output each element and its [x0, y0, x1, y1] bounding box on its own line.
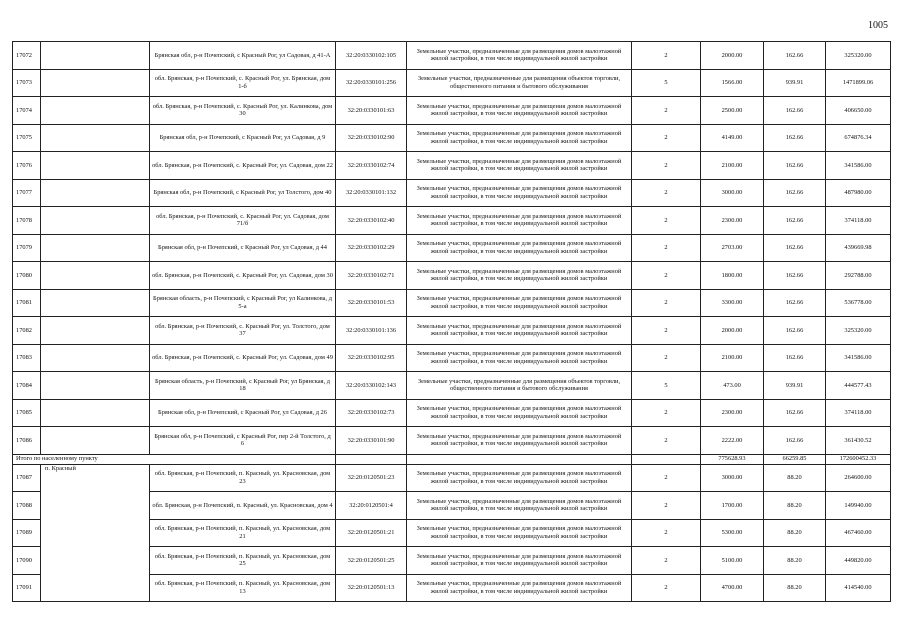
group-cell: 2: [632, 492, 701, 520]
cadastral-value-cell: 374118.00: [826, 399, 891, 427]
cadastral-value-cell: 325320.00: [826, 42, 891, 70]
cadastral-number-cell: 32:20:0120501:21: [336, 519, 407, 547]
address-cell: обл. Брянская, р-н Почепский, с. Красный Рог, ул. Толстого, дом 37: [150, 317, 336, 345]
area-cell: 1700.00: [701, 492, 764, 520]
specific-value-cell: 162.66: [764, 262, 826, 290]
cadastral-value-cell: 444577.43: [826, 372, 891, 400]
land-use-cell: Земельные участки, предназначенные для размещения домов малоэтажной жилой застройки, в том числе индивидуальной жилой застройки: [407, 124, 632, 152]
row-number-cell: 17075: [13, 124, 41, 152]
blank-cell: [41, 207, 150, 235]
area-cell: 4700.00: [701, 574, 764, 602]
cadastral-number-cell: 32:20:0330102:105: [336, 42, 407, 70]
group-cell: 2: [632, 344, 701, 372]
address-cell: обл. Брянская, р-н Почепский, п. Красный, ул. Красновская, дом 23: [150, 464, 336, 492]
group-cell: 5: [632, 372, 701, 400]
address-cell: Брянская обл, р-н Почепский, с Красный Рог, пер 2-й Толстого, д 6: [150, 427, 336, 455]
blank-cell: [41, 427, 150, 455]
row-number-cell: 17072: [13, 42, 41, 70]
total-area: 775628.93: [701, 454, 764, 464]
address-cell: Брянская область, р-н Почепский, с Красный Рог, ул Калинкова, д 5-а: [150, 289, 336, 317]
cadastral-number-cell: 32:20:0330101:132: [336, 179, 407, 207]
cadastral-number-cell: 32:20:0330102:73: [336, 399, 407, 427]
specific-value-cell: 88.20: [764, 464, 826, 492]
land-use-cell: Земельные участки, предназначенные для размещения объектов торговли, общественного питания и бытового обслуживания: [407, 69, 632, 97]
cadastral-value-cell: 325320.00: [826, 317, 891, 345]
blank-cell: [41, 97, 150, 125]
land-use-cell: Земельные участки, предназначенные для размещения домов малоэтажной жилой застройки, в том числе индивидуальной жилой застройки: [407, 207, 632, 235]
land-use-cell: Земельные участки, предназначенные для размещения домов малоэтажной жилой застройки, в том числе индивидуальной жилой застройки: [407, 492, 632, 520]
cadastral-number-cell: 32:20:0330102:29: [336, 234, 407, 262]
table-row: [13, 317, 891, 345]
table-row: [13, 464, 891, 492]
cadastral-number-cell: 32:20:0330102:74: [336, 152, 407, 180]
blank-cell: [41, 234, 150, 262]
group-cell: 2: [632, 152, 701, 180]
group-cell: 2: [632, 42, 701, 70]
address-cell: Брянская область, р-н Почепский, с Красный Рог, ул Брянская, д 18: [150, 372, 336, 400]
cadastral-number-cell: 32:20:0330102:90: [336, 124, 407, 152]
table-row: [13, 262, 891, 290]
land-use-cell: Земельные участки, предназначенные для размещения домов малоэтажной жилой застройки, в том числе индивидуальной жилой застройки: [407, 262, 632, 290]
group-cell: 2: [632, 289, 701, 317]
locality-name: п. Красный: [41, 464, 150, 602]
land-use-cell: Земельные участки, предназначенные для размещения домов малоэтажной жилой застройки, в том числе индивидуальной жилой застройки: [407, 289, 632, 317]
specific-value-cell: 162.66: [764, 289, 826, 317]
address-cell: Брянская обл, р-н Почепский, с Красный Рог, ул Садовая, д 9: [150, 124, 336, 152]
address-cell: обл. Брянская, р-н Почепский, с. Красный Рог, ул. Садовая, дом 71/б: [150, 207, 336, 235]
blank-cell: [41, 344, 150, 372]
group-cell: 2: [632, 399, 701, 427]
row-number-cell: 17080: [13, 262, 41, 290]
row-number-cell: 17074: [13, 97, 41, 125]
table-row: [13, 69, 891, 97]
group-cell: 2: [632, 207, 701, 235]
area-cell: 1800.00: [701, 262, 764, 290]
land-use-cell: Земельные участки, предназначенные для размещения домов малоэтажной жилой застройки, в том числе индивидуальной жилой застройки: [407, 547, 632, 575]
cadastral-number-cell: 32:20:0120501:25: [336, 547, 407, 575]
land-use-cell: Земельные участки, предназначенные для размещения домов малоэтажной жилой застройки, в том числе индивидуальной жилой застройки: [407, 42, 632, 70]
row-number-cell: 17078: [13, 207, 41, 235]
specific-value-cell: 88.20: [764, 519, 826, 547]
blank-cell: [41, 179, 150, 207]
address-cell: обл. Брянская, р-н Почепский, п. Красный, ул. Красновская, дом 4: [150, 492, 336, 520]
cadastral-number-cell: 32:20:0330101:53: [336, 289, 407, 317]
row-number-cell: 17076: [13, 152, 41, 180]
cadastral-number-cell: 32:20:0330102:95: [336, 344, 407, 372]
specific-value-cell: 88.20: [764, 574, 826, 602]
cadastral-number-cell: 32:20:0120501:23: [336, 464, 407, 492]
area-cell: 1566.00: [701, 69, 764, 97]
group-cell: 2: [632, 547, 701, 575]
address-cell: Брянская обл, р-н Почепский, с Красный Рог, ул Толстого, дом 40: [150, 179, 336, 207]
address-cell: обл. Брянская, р-н Почепский, с. Красный Рог, ул. Брянская, дом 1-б: [150, 69, 336, 97]
blank-cell: [41, 262, 150, 290]
row-number-cell: 17081: [13, 289, 41, 317]
row-number-cell: 17077: [13, 179, 41, 207]
area-cell: 2300.00: [701, 207, 764, 235]
table-row: [13, 427, 891, 455]
table-row: [13, 42, 891, 70]
address-cell: обл. Брянская, р-н Почепский, с. Красный Рог, ул. Садовая, дом 30: [150, 262, 336, 290]
area-cell: 3000.00: [701, 464, 764, 492]
land-use-cell: Земельные участки, предназначенные для размещения объектов торговли, общественного питания и бытового обслуживания: [407, 372, 632, 400]
group-cell: 2: [632, 262, 701, 290]
land-use-cell: Земельные участки, предназначенные для размещения домов малоэтажной жилой застройки, в том числе индивидуальной жилой застройки: [407, 179, 632, 207]
area-cell: 2300.00: [701, 399, 764, 427]
blank-cell: [336, 454, 407, 464]
cadastral-number-cell: 32:20:0120501:13: [336, 574, 407, 602]
group-cell: 2: [632, 124, 701, 152]
total-cadastral-value: 172600452.33: [826, 454, 891, 464]
cadastral-number-cell: 32:20:0330102:40: [336, 207, 407, 235]
land-use-cell: Земельные участки, предназначенные для размещения домов малоэтажной жилой застройки, в том числе индивидуальной жилой застройки: [407, 234, 632, 262]
land-use-cell: Земельные участки, предназначенные для размещения домов малоэтажной жилой застройки, в том числе индивидуальной жилой застройки: [407, 152, 632, 180]
table-row: [13, 234, 891, 262]
group-cell: 5: [632, 69, 701, 97]
cadastral-value-cell: 536778.00: [826, 289, 891, 317]
cadastral-value-cell: 264600.00: [826, 464, 891, 492]
blank-cell: [41, 317, 150, 345]
area-cell: 2100.00: [701, 152, 764, 180]
group-cell: 2: [632, 519, 701, 547]
table-row: [13, 289, 891, 317]
specific-value-cell: 88.20: [764, 547, 826, 575]
group-cell: 2: [632, 464, 701, 492]
table-row: [13, 344, 891, 372]
cadastral-value-cell: 361430.52: [826, 427, 891, 455]
cadastral-value-cell: 467460.00: [826, 519, 891, 547]
area-cell: 2500.00: [701, 97, 764, 125]
cadastral-number-cell: 32:20:0330102:143: [336, 372, 407, 400]
area-cell: 5100.00: [701, 547, 764, 575]
area-cell: 2000.00: [701, 42, 764, 70]
address-cell: обл. Брянская, р-н Почепский, с. Красный Рог, ул. Калинкова, дом 30: [150, 97, 336, 125]
table-row: [13, 97, 891, 125]
row-number-cell: 17090: [13, 547, 41, 575]
specific-value-cell: 162.66: [764, 124, 826, 152]
total-label: Итого по населенному пункту: [13, 454, 336, 464]
land-use-cell: Земельные участки, предназначенные для размещения домов малоэтажной жилой застройки, в том числе индивидуальной жилой застройки: [407, 317, 632, 345]
blank-cell: [41, 152, 150, 180]
cadastral-value-cell: 1471899.06: [826, 69, 891, 97]
table-row: [13, 372, 891, 400]
specific-value-cell: 162.66: [764, 207, 826, 235]
land-use-cell: Земельные участки, предназначенные для размещения домов малоэтажной жилой застройки, в том числе индивидуальной жилой застройки: [407, 399, 632, 427]
specific-value-cell: 939.91: [764, 69, 826, 97]
blank-cell: [41, 399, 150, 427]
land-use-cell: Земельные участки, предназначенные для размещения домов малоэтажной жилой застройки, в том числе индивидуальной жилой застройки: [407, 97, 632, 125]
group-cell: 2: [632, 234, 701, 262]
cadastral-number-cell: 32:20:0330101:136: [336, 317, 407, 345]
cadastral-value-cell: 374118.00: [826, 207, 891, 235]
group-cell: 2: [632, 317, 701, 345]
land-use-cell: Земельные участки, предназначенные для размещения домов малоэтажной жилой застройки, в том числе индивидуальной жилой застройки: [407, 574, 632, 602]
cadastral-value-cell: 406650.00: [826, 97, 891, 125]
cadastral-number-cell: 32:20:0330102:71: [336, 262, 407, 290]
table-row: [13, 124, 891, 152]
cadastral-number-cell: 32:20:0120501:4: [336, 492, 407, 520]
table-row: [13, 207, 891, 235]
area-cell: 2703.00: [701, 234, 764, 262]
row-number-cell: 17089: [13, 519, 41, 547]
row-number-cell: 17085: [13, 399, 41, 427]
blank-cell: [407, 454, 632, 464]
row-number-cell: 17082: [13, 317, 41, 345]
cadastral-value-cell: 414540.00: [826, 574, 891, 602]
total-specific-value: 66259.85: [764, 454, 826, 464]
land-use-cell: Земельные участки, предназначенные для размещения домов малоэтажной жилой застройки, в том числе индивидуальной жилой застройки: [407, 519, 632, 547]
specific-value-cell: 162.66: [764, 399, 826, 427]
cadastral-value-cell: 487980.00: [826, 179, 891, 207]
table-row: [13, 152, 891, 180]
address-cell: Брянская обл, р-н Почепский, с Красный Рог, ул Садовая, д 44: [150, 234, 336, 262]
blank-cell: [41, 289, 150, 317]
land-use-cell: Земельные участки, предназначенные для размещения домов малоэтажной жилой застройки, в том числе индивидуальной жилой застройки: [407, 344, 632, 372]
specific-value-cell: 162.66: [764, 317, 826, 345]
address-cell: обл. Брянская, р-н Почепский, с. Красный Рог, ул. Садовая, дом 49: [150, 344, 336, 372]
total-row: [13, 454, 891, 464]
area-cell: 2222.00: [701, 427, 764, 455]
table-row: [13, 399, 891, 427]
row-number-cell: 17079: [13, 234, 41, 262]
land-use-cell: Земельные участки, предназначенные для размещения домов малоэтажной жилой застройки, в том числе индивидуальной жилой застройки: [407, 427, 632, 455]
specific-value-cell: 88.20: [764, 492, 826, 520]
row-number-cell: 17073: [13, 69, 41, 97]
table-row: [13, 179, 891, 207]
address-cell: Брянская обл, р-н Почепский, с Красный Рог, ул Садовая, д 26: [150, 399, 336, 427]
row-number-cell: 17091: [13, 574, 41, 602]
address-cell: обл. Брянская, р-н Почепский, с. Красный Рог, ул. Садовая, дом 22: [150, 152, 336, 180]
address-cell: Брянская обл, р-н Почепский, с Красный Рог, ул Садовая, д 41-А: [150, 42, 336, 70]
area-cell: 3300.00: [701, 289, 764, 317]
cadastral-value-cell: 674876.34: [826, 124, 891, 152]
area-cell: 5300.00: [701, 519, 764, 547]
cadastral-number-cell: 32:20:0330101:63: [336, 97, 407, 125]
area-cell: 4149.00: [701, 124, 764, 152]
specific-value-cell: 939.91: [764, 372, 826, 400]
address-cell: обл. Брянская, р-н Почепский, п. Красный, ул. Красновская, дом 21: [150, 519, 336, 547]
group-cell: 2: [632, 574, 701, 602]
specific-value-cell: 162.66: [764, 152, 826, 180]
area-cell: 2000.00: [701, 317, 764, 345]
cadastral-value-cell: 292788.00: [826, 262, 891, 290]
area-cell: 3000.00: [701, 179, 764, 207]
specific-value-cell: 162.66: [764, 179, 826, 207]
blank-cell: [632, 454, 701, 464]
cadastral-value-cell: 149940.00: [826, 492, 891, 520]
address-cell: обл. Брянская, р-н Почепский, п. Красный, ул. Красновская, дом 25: [150, 547, 336, 575]
cadastral-value-cell: 341586.00: [826, 152, 891, 180]
row-number-cell: 17084: [13, 372, 41, 400]
group-cell: 2: [632, 97, 701, 125]
row-number-cell: 17083: [13, 344, 41, 372]
cadastral-value-cell: 341586.00: [826, 344, 891, 372]
specific-value-cell: 162.66: [764, 234, 826, 262]
group-cell: 2: [632, 427, 701, 455]
cadastral-number-cell: 32:20:0330101:256: [336, 69, 407, 97]
row-number-cell: 17086: [13, 427, 41, 455]
specific-value-cell: 162.66: [764, 97, 826, 125]
area-cell: 2100.00: [701, 344, 764, 372]
land-use-cell: Земельные участки, предназначенные для размещения домов малоэтажной жилой застройки, в том числе индивидуальной жилой застройки: [407, 464, 632, 492]
row-number-cell: 17087: [13, 464, 41, 492]
blank-cell: [41, 372, 150, 400]
cadastral-number-cell: 32:20:0330101:90: [336, 427, 407, 455]
blank-cell: [41, 69, 150, 97]
specific-value-cell: 162.66: [764, 427, 826, 455]
page-number: 1005: [868, 20, 888, 31]
group-cell: 2: [632, 179, 701, 207]
cadastral-value-cell: 439669.98: [826, 234, 891, 262]
specific-value-cell: 162.66: [764, 42, 826, 70]
cadastral-value-cell: 449820.00: [826, 547, 891, 575]
area-cell: 473.00: [701, 372, 764, 400]
address-cell: обл. Брянская, р-н Почепский, п. Красный, ул. Красновская, дом 13: [150, 574, 336, 602]
specific-value-cell: 162.66: [764, 344, 826, 372]
blank-cell: [41, 124, 150, 152]
blank-cell: [41, 42, 150, 70]
row-number-cell: 17088: [13, 492, 41, 520]
cadastral-value-table: [12, 41, 891, 602]
